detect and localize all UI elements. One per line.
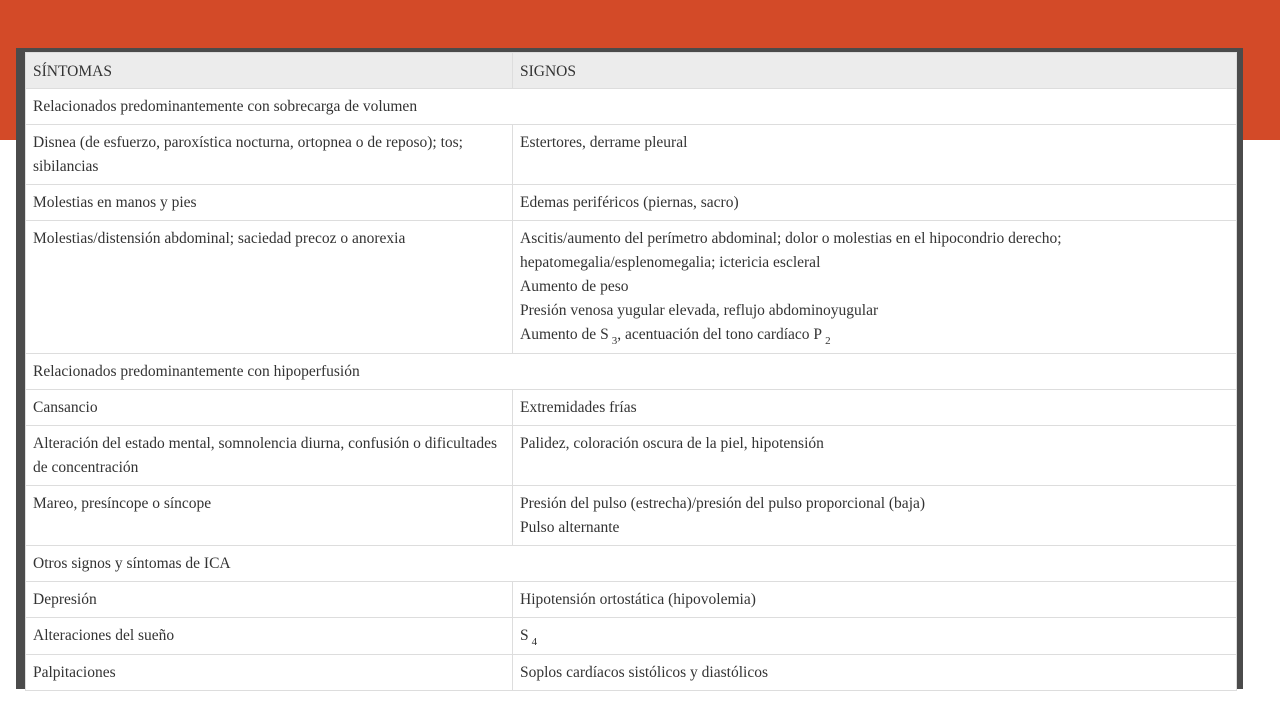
symptom-cell: Cansancio [26,390,513,426]
section-label: Otros signos y síntomas de ICA [26,546,1237,582]
section-row [26,546,1237,582]
signs-cell [513,185,1237,221]
symptom-cell: Molestias/distensión abdominal; saciedad precoz o anorexia [26,221,513,354]
sign-line: hepatomegalia/esplenomegalia; ictericia escleral [520,254,821,271]
table-row [26,390,1237,426]
sign-line: Ascitis/aumento del perímetro abdominal; dolor o molestias en el hipocondrio derecho; [520,230,1062,247]
table-header-row [26,53,1237,89]
signs-cell [513,582,1237,618]
section-label: Relacionados predominantemente con sobrecarga de volumen [26,89,1237,125]
signs-cell [513,426,1237,486]
sign-line: Presión venosa yugular elevada, reflujo abdominoyugular [520,302,879,319]
table-row [26,125,1237,185]
header-symptoms: SÍNTOMAS [26,53,513,89]
sign-line: Estertores, derrame pleural [520,134,688,151]
sign-line: Palidez, coloración oscura de la piel, hipotensión [520,435,824,452]
table-row [26,426,1237,486]
table-row [26,582,1237,618]
symptom-cell: Mareo, presíncope o síncope [26,486,513,546]
subscript: 3 [611,335,618,347]
sign-line: Edemas periféricos (piernas, sacro) [520,194,739,211]
signs-cell [513,618,1237,655]
sign-line: Extremidades frías [520,399,637,416]
sign-text: Aumento de S [520,326,609,343]
symptom-cell: Alteración del estado mental, somnolencia diurna, confusión o dificultades de concentración [26,426,513,486]
sign-text: , acentuación del tono cardíaco P [617,326,823,343]
subscript: 4 [531,636,538,648]
table-row [26,618,1237,655]
header-signs: SIGNOS [513,53,1237,89]
signs-cell [513,390,1237,426]
signs-cell [513,655,1237,691]
symptom-cell: Disnea (de esfuerzo, paroxística nocturna, ortopnea o de reposo); tos; sibilancias [26,125,513,185]
section-row [26,354,1237,390]
sign-text: S [520,627,529,644]
signs-cell [513,486,1237,546]
sign-line-s4 [520,624,1229,649]
symptom-cell: Molestias en manos y pies [26,185,513,221]
symptom-cell: Depresión [26,582,513,618]
sign-line: Pulso alternante [520,519,620,536]
table-row [26,486,1237,546]
signs-cell [513,125,1237,185]
table-row [26,655,1237,691]
signs-cell [513,221,1237,354]
symptoms-signs-table [25,52,1237,691]
sign-line: Hipotensión ortostática (hipovolemia) [520,591,756,608]
sign-line: Presión del pulso (estrecha)/presión del pulso proporcional (baja) [520,495,926,512]
sign-line: Soplos cardíacos sistólicos y diastólicos [520,664,768,681]
sign-line: Aumento de peso [520,278,629,295]
table-row [26,221,1237,354]
section-row [26,89,1237,125]
symptom-cell: Alteraciones del sueño [26,618,513,655]
subscript: 2 [825,335,831,347]
table-frame [16,48,1243,689]
section-label: Relacionados predominantemente con hipoperfusión [26,354,1237,390]
sign-line-heart-sounds [520,323,1229,348]
symptom-cell: Palpitaciones [26,655,513,691]
table-row [26,185,1237,221]
